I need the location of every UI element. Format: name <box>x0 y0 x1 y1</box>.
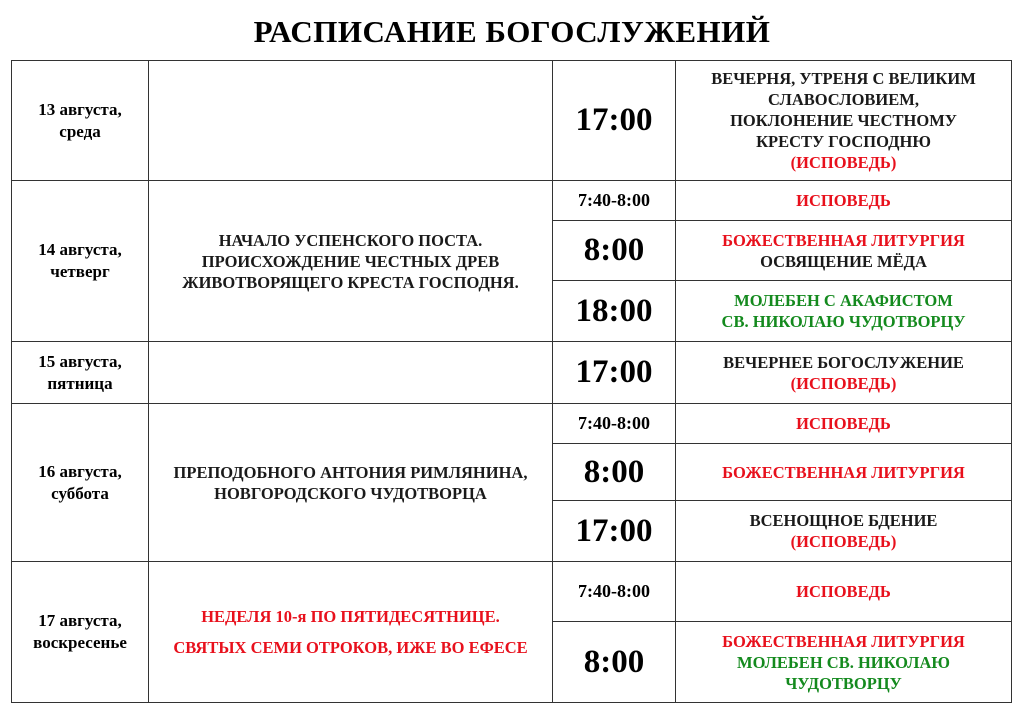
time-cell: 17:00 <box>553 61 676 181</box>
date-cell: 17 августа, воскресенье <box>12 562 149 703</box>
service-cell: ИСПОВЕДЬ <box>676 562 1012 622</box>
service-cell: БОЖЕСТВЕННАЯ ЛИТУРГИЯ <box>676 444 1012 501</box>
date-cell: 16 августа, суббота <box>12 404 149 562</box>
service-cell: МОЛЕБЕН С АКАФИСТОМ СВ. НИКОЛАЮ ЧУДОТВОРЦУ <box>676 281 1012 342</box>
feast-cell <box>149 342 553 404</box>
table-row <box>12 562 1012 622</box>
date-cell: 15 августа, пятница <box>12 342 149 404</box>
service-cell: ИСПОВЕДЬ <box>676 181 1012 221</box>
date-cell: 13 августа, среда <box>12 61 149 181</box>
time-cell: 8:00 <box>553 444 676 501</box>
service-cell: БОЖЕСТВЕННАЯ ЛИТУРГИЯ ОСВЯЩЕНИЕ МЁДА <box>676 221 1012 281</box>
time-cell: 8:00 <box>553 622 676 703</box>
service-cell: ВЕЧЕРНЯ, УТРЕНЯ С ВЕЛИКИМ СЛАВОСЛОВИЕМ, ПОКЛОНЕНИЕ ЧЕСТНОМУ КРЕСТУ ГОСПОДНЮ (ИСПОВЕДЬ) <box>676 61 1012 181</box>
table-row <box>12 404 1012 444</box>
service-cell: ВСЕНОЩНОЕ БДЕНИЕ (ИСПОВЕДЬ) <box>676 501 1012 562</box>
schedule-table <box>11 60 1012 703</box>
page-title: РАСПИСАНИЕ БОГОСЛУЖЕНИЙ <box>253 14 771 49</box>
date-cell: 14 августа, четверг <box>12 181 149 342</box>
service-cell: БОЖЕСТВЕННАЯ ЛИТУРГИЯ МОЛЕБЕН СВ. НИКОЛАЮ ЧУДОТВОРЦУ <box>676 622 1012 703</box>
service-cell: ВЕЧЕРНЕЕ БОГОСЛУЖЕНИЕ (ИСПОВЕДЬ) <box>676 342 1012 404</box>
table-row <box>12 181 1012 221</box>
table-row <box>12 61 1012 181</box>
time-cell: 7:40-8:00 <box>553 562 676 622</box>
feast-cell: НЕДЕЛЯ 10-я ПО ПЯТИДЕСЯТНИЦЕ. СВЯТЫХ СЕМИ ОТРОКОВ, ИЖЕ ВО ЕФЕСЕ <box>149 562 553 703</box>
service-cell: ИСПОВЕДЬ <box>676 404 1012 444</box>
feast-cell: НАЧАЛО УСПЕНСКОГО ПОСТА. ПРОИСХОЖДЕНИЕ ЧЕСТНЫХ ДРЕВ ЖИВОТВОРЯЩЕГО КРЕСТА ГОСПОДНЯ. <box>149 181 553 342</box>
time-cell: 7:40-8:00 <box>553 404 676 444</box>
time-cell: 8:00 <box>553 221 676 281</box>
time-cell: 17:00 <box>553 342 676 404</box>
table-row <box>12 342 1012 404</box>
time-cell: 18:00 <box>553 281 676 342</box>
time-cell: 7:40-8:00 <box>553 181 676 221</box>
feast-cell: ПРЕПОДОБНОГО АНТОНИЯ РИМЛЯНИНА, НОВГОРОДСКОГО ЧУДОТВОРЦА <box>149 404 553 562</box>
time-cell: 17:00 <box>553 501 676 562</box>
feast-cell <box>149 61 553 181</box>
